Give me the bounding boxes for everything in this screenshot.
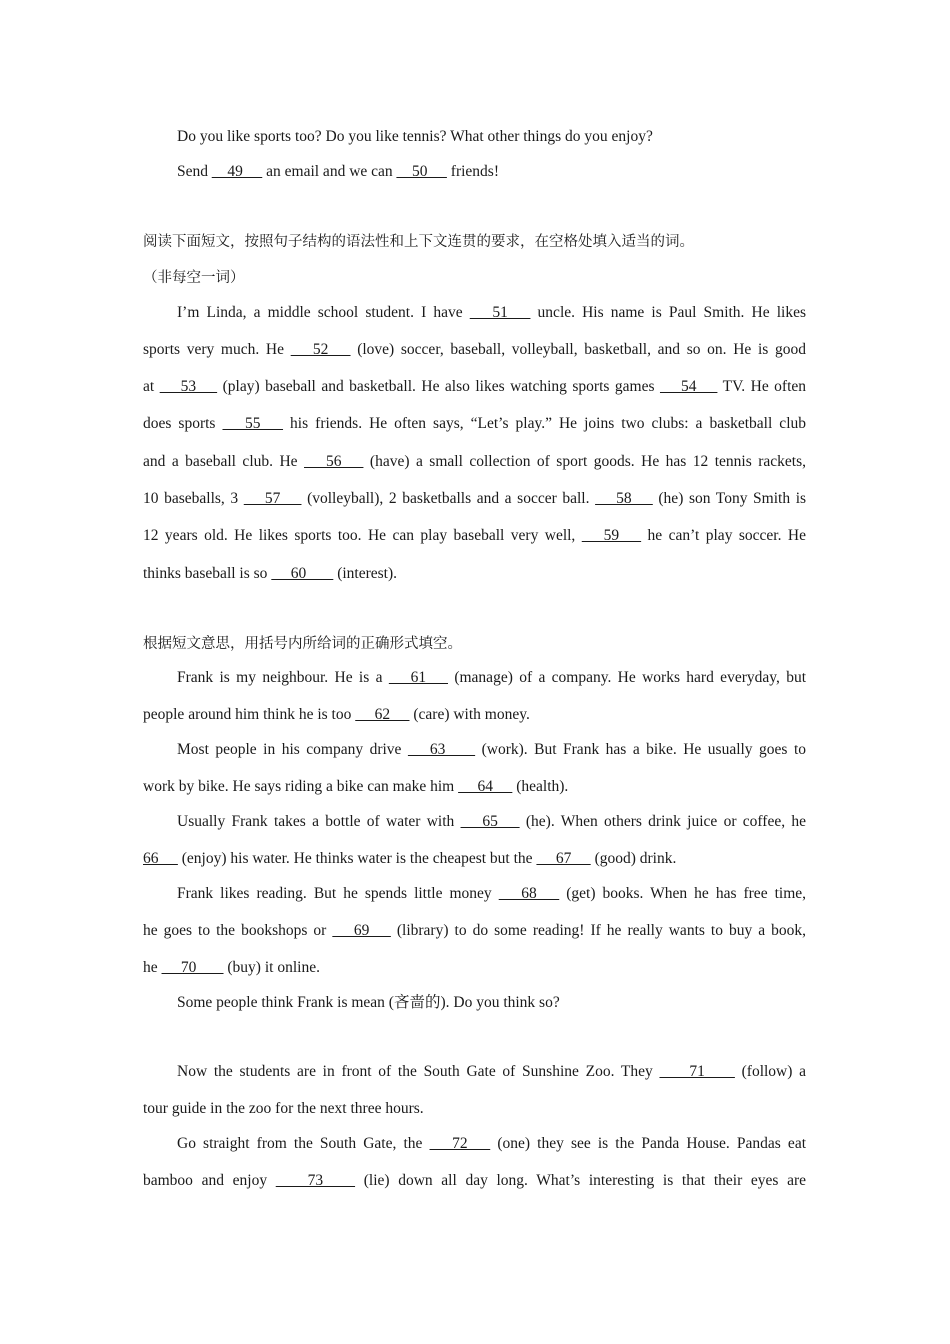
section-instruction-note: [143, 268, 806, 288]
blank-59[interactable]: __59__: [581, 527, 642, 544]
passage-line: [143, 1171, 806, 1191]
passage-line: [143, 414, 806, 434]
text-segment: Some people think Frank is mean (吝啬的). Do you think so?: [177, 994, 560, 1011]
blank-52[interactable]: __52__: [290, 341, 351, 358]
text-segment: (health).: [512, 778, 569, 795]
passage-line: [143, 958, 806, 978]
text-segment: sports very much. He: [143, 341, 291, 358]
text-segment: I’m Linda, a middle school student. I have: [177, 304, 470, 321]
passage-line: [143, 377, 806, 397]
text-segment: (he). When others drink juice or coffee, he: [519, 813, 806, 830]
text-segment: Frank likes reading. But he spends little money: [177, 885, 499, 902]
text-segment: Do you like sports too? Do you like tennis? What other things do you enjoy?: [177, 128, 653, 145]
text-segment: he: [143, 959, 162, 976]
blank-56[interactable]: __56__: [304, 453, 364, 470]
text-segment: Frank is my neighbour. He is a: [177, 669, 389, 686]
blank-67[interactable]: __67__: [536, 850, 591, 867]
passage-line: [143, 705, 806, 725]
section-instruction: [143, 232, 806, 252]
passage-line: [177, 668, 806, 688]
blank-53[interactable]: __53__: [159, 378, 218, 395]
passage-line: [143, 849, 806, 869]
text-segment: Send: [177, 163, 212, 180]
blank-68[interactable]: __68__: [498, 885, 560, 902]
text-segment: work by bike. He says riding a bike can make him: [143, 778, 459, 795]
text-segment: (he) son Tony Smith is: [652, 490, 807, 507]
text-segment: (one) they see is the Panda House. Pandas eat: [490, 1135, 807, 1152]
passage-line: [177, 812, 806, 832]
text-segment: and a baseball club. He: [143, 453, 304, 470]
passage-line: [143, 452, 806, 472]
blank-72[interactable]: __72__: [429, 1135, 491, 1152]
text-segment: (buy) it online.: [223, 959, 320, 976]
text-segment: TV. He often: [717, 378, 807, 395]
text-segment: (play) baseball and basketball. He also likes watching sports games: [217, 378, 660, 395]
blank-64[interactable]: __64__: [458, 778, 513, 795]
text-segment: friends!: [446, 163, 499, 180]
blank-57[interactable]: __57__: [243, 490, 302, 507]
blank-66[interactable]: 66__: [143, 850, 178, 867]
text-segment: (lie) down all day long. What’s interesting is that their eyes are: [355, 1172, 807, 1189]
text-segment: he can’t play soccer. He: [641, 527, 806, 544]
text-segment: 阅读下面短文，按照句子结构的语法性和上下文连贯的要求，在空格处填入适当的词。: [143, 234, 694, 250]
passage-line: [177, 1062, 806, 1082]
passage-line: [177, 993, 806, 1013]
text-segment: tour guide in the zoo for the next three hours.: [143, 1100, 424, 1117]
passage-line: [177, 740, 806, 760]
blank-71[interactable]: ___71___: [659, 1063, 735, 1080]
text-segment: (good) drink.: [590, 850, 677, 867]
text-segment: at: [143, 378, 160, 395]
text-segment: (get) books. When he has free time,: [559, 885, 807, 902]
passage-line: [177, 884, 806, 904]
text-segment: Usually Frank takes a bottle of water with: [177, 813, 461, 830]
blank-55[interactable]: __55__: [222, 415, 284, 432]
blank-69[interactable]: __69__: [332, 922, 391, 939]
text-segment: his friends. He often says, “Let’s play.” He joins two clubs: a basketball club: [283, 415, 806, 432]
text-segment: 12 years old. He likes sports too. He can play baseball very well,: [143, 527, 582, 544]
passage-line: [143, 777, 806, 797]
text-segment: bamboo and enjoy: [143, 1172, 276, 1189]
text-segment: (volleyball), 2 basketballs and a soccer ball.: [301, 490, 596, 507]
text-segment: Now the students are in front of the South Gate of Sunshine Zoo. They: [177, 1063, 660, 1080]
passage-line: [143, 921, 806, 941]
text-segment: (have) a small collection of sport goods. He has 12 tennis rackets,: [363, 453, 807, 470]
text-segment: (library) to do some reading! If he really wants to buy a book,: [390, 922, 807, 939]
blank-54[interactable]: __54__: [659, 378, 718, 395]
text-segment: (enjoy) his water. He thinks water is the cheapest but the: [177, 850, 537, 867]
blank-73[interactable]: ___73___: [275, 1172, 356, 1189]
text-segment: Most people in his company drive: [177, 741, 408, 758]
text-segment: thinks baseball is so: [143, 565, 272, 582]
blank-65[interactable]: __65__: [460, 813, 520, 830]
blank-70[interactable]: __70___: [161, 959, 224, 976]
text-segment: 10 baseballs, 3: [143, 490, 244, 507]
passage-line: [143, 564, 806, 584]
passage-line: [177, 162, 806, 182]
text-segment: （非每空一词）: [143, 270, 245, 286]
text-segment: (love) soccer, baseball, volleyball, basketball, and so on. He is good: [350, 341, 807, 358]
passage-line: [143, 489, 806, 509]
text-segment: he goes to the bookshops or: [143, 922, 333, 939]
text-segment: people around him think he is too: [143, 706, 356, 723]
text-segment: (care) with money.: [409, 706, 530, 723]
passage-line: [177, 127, 806, 147]
blank-58[interactable]: __58__: [595, 490, 653, 507]
text-segment: (follow) a: [734, 1063, 807, 1080]
blank-60[interactable]: __60___: [271, 565, 334, 582]
passage-line: [177, 1134, 806, 1154]
text-segment: an email and we can: [262, 163, 397, 180]
text-segment: uncle. His name is Paul Smith. He likes: [530, 304, 806, 321]
blank-62[interactable]: __62__: [355, 706, 410, 723]
section-instruction: [143, 634, 806, 654]
blank-63[interactable]: __63___: [407, 741, 476, 758]
text-segment: (work). But Frank has a bike. He usually goes to: [475, 741, 806, 758]
text-segment: does sports: [143, 415, 223, 432]
blank-49[interactable]: __49__: [211, 163, 263, 180]
text-segment: (manage) of a company. He works hard everyday, but: [448, 669, 806, 686]
passage-line: [143, 1099, 806, 1119]
blank-50[interactable]: __50__: [396, 163, 447, 180]
text-segment: (interest).: [333, 565, 398, 582]
passage-line: [143, 526, 806, 546]
text-segment: Go straight from the South Gate, the: [177, 1135, 430, 1152]
text-segment: 根据短文意思，用括号内所给词的正确形式填空。: [143, 636, 462, 652]
passage-line: [177, 303, 806, 323]
blank-51[interactable]: __51__: [469, 304, 531, 321]
blank-61[interactable]: __61__: [388, 669, 448, 686]
passage-line: [143, 340, 806, 360]
